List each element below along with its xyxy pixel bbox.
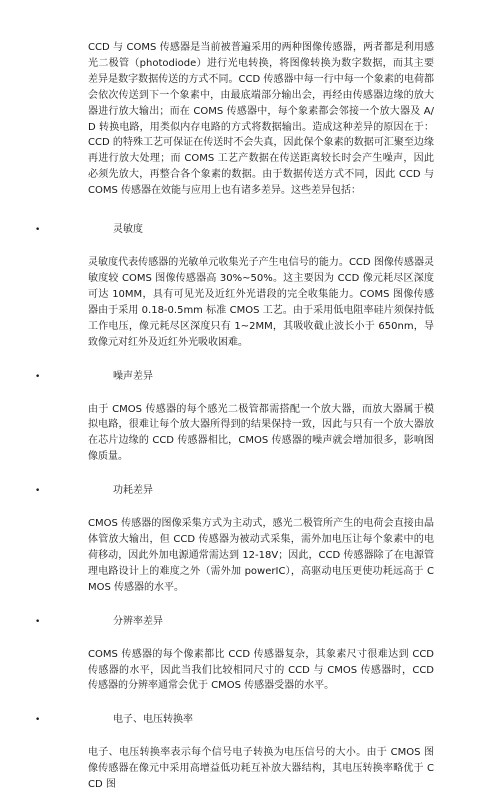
- section-body-sensitivity: 灵敏度代表传感器的光敏单元收集光子产生电信号的能力。CCD 图像传感器灵敏度较 COMS 图像传感器高 30%~50%。这主要因为 CCD 像元耗尽区深度可达 10MM，具有可见光及近红外光谱段的完全收集能力。COMS 图像传感器由于采用 0.18-0.5mm 标准 CMOS 工艺。由于采用低电阻率硅片须保持低工作电压，像元耗尽区深度只有 1~2MM，其吸收截止波长小于 650nm，导致像元对红外及近红外光吸收困难。: [88, 257, 434, 348]
- section-heading-power: [35, 483, 434, 499]
- section-body-power: CMOS 传感器的图像采集方式为主动式，感光二极管所产生的电荷会直接由晶体管放大输出，但 CCD 传感器为被动式采集，需外加电压让每个象素中的电荷移动，因此外加电源通常需达到 12-18V；因此，CCD 传感器除了在电源管理电路设计上的难度之外（需外加 powerIC），高驱动电压更使功耗远高于 CMOS 传感器的水平。: [88, 518, 434, 593]
- section-heading-conversion: [35, 712, 434, 728]
- bullet-icon: •: [35, 715, 41, 726]
- intro-paragraph: CCD 与 COMS 传感器是当前被普遍采用的两种图像传感器，两者都是利用感光二极管（photodiode）进行光电转换，将图像转换为数字数据，而其主要差异是数字数据传送的方式不同。CCD 传感器中每一行中每一个象素的电荷都会依次传送到下一个象素中，由最底端部分输出会，再经由传感器边缘的放大器进行放大输出；而在 COMS 传感器中，每个象素都会邻接一个放大器及 A/D 转换电路，用类似内存电路的方式将数据输出。造成这种差异的原因在于：CCD 的特殊工艺可保证在传送时不会失真，因此保个象素的数据可汇聚至边缘再进行放大处理；而 COMS 工艺产数据在传送距离较长时会产生噪声，因此必须先放大，再整合各个象素的数据。由于数据传送方式不同，因此 CCD 与 COMS 传感器在效能与应用上也有诸多差异。这些差异包括：: [88, 42, 434, 197]
- section-heading-label: 功耗差异: [113, 485, 153, 497]
- section-body-conversion: 电子、电压转换率表示每个信号电子转换为电压信号的大小。由于 CMOS 图像传感器在像元中采用高增益低功耗互补放大器结构，其电压转换率略优于 CCD 图: [88, 747, 434, 791]
- section-body-resolution: COMS 传感器的每个像素都比 CCD 传感器复杂，其象素尺寸很难达到 CCD 传感器的水平，因此当我们比较相同尺寸的 CCD 与 CMOS 传感器时，CCD 传感器的分辨率通常会优于 CMOS 传感器受器的水平。: [88, 648, 434, 692]
- section-heading-sensitivity: [35, 222, 434, 238]
- section-heading-noise: [35, 369, 434, 385]
- section-heading-label: 分辨率差异: [113, 615, 163, 627]
- section-heading-label: 电子、电压转换率: [113, 714, 193, 726]
- bullet-icon: •: [35, 225, 41, 236]
- section-body-noise: 由于 CMOS 传感器的每个感光二极管都需搭配一个放大器，而放大器属于模拟电路，很难让每个放大器所得到的结果保持一致，因此与只有一个放大器放在芯片边缘的 CCD 传感器相比，CMOS 传感器的噪声就会增加很多，影响图像质量。: [88, 403, 434, 463]
- section-heading-resolution: [35, 614, 434, 630]
- section-heading-label: 灵敏度: [113, 224, 143, 236]
- bullet-icon: •: [35, 616, 41, 627]
- bullet-icon: •: [35, 371, 41, 382]
- bullet-icon: •: [35, 486, 41, 497]
- section-heading-label: 噪声差异: [113, 370, 153, 382]
